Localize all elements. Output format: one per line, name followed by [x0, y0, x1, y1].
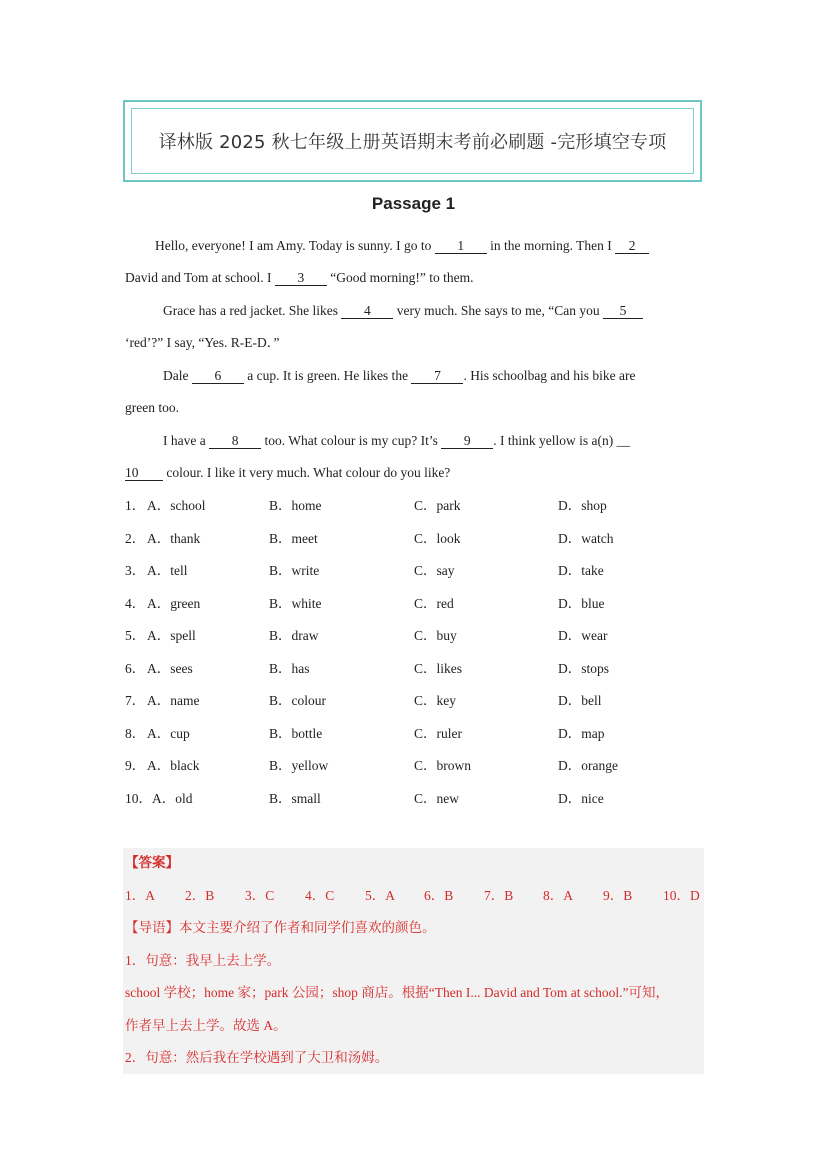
option-a: A．cup [147, 725, 190, 741]
paragraph-3-line-2: green too. [125, 400, 179, 415]
option-c: C．brown [414, 758, 471, 773]
answer-q1: 1．句意：我早上去上学。 [125, 953, 281, 968]
option-d: D．watch [558, 530, 614, 546]
blank-6: 6 [192, 368, 244, 384]
option-a: A．tell [147, 563, 188, 578]
question-row [125, 595, 705, 613]
answer-key: 7．B [484, 888, 514, 903]
blank-5: 5 [603, 303, 643, 319]
answer-key: 6．B [424, 888, 454, 903]
question-row [125, 627, 705, 645]
blank-9: 9 [441, 433, 493, 449]
answer-q1-explanation-1: school 学校；home 家；park 公园；shop 商店。根据“Then I... David and Tom at school.”可知， [125, 985, 669, 1000]
option-b: B．white [269, 595, 322, 611]
option-d: D．take [558, 563, 604, 578]
answer-key: 9．B [603, 888, 633, 903]
option-b: B．meet [269, 530, 318, 546]
option-a: A．sees [147, 660, 193, 676]
paragraph-1-line-1: Hello, everyone! I am Amy. Today is sunny. I go to 1 in the morning. Then I 2 [125, 237, 705, 255]
question-number: 6． [125, 660, 146, 676]
paragraph-1-line-2: David and Tom at school. I 3 “Good morning!” to them. [125, 270, 474, 285]
option-c: C．key [414, 693, 456, 708]
option-b: B．yellow [269, 758, 329, 773]
option-a: A．thank [147, 530, 201, 546]
option-a: A．black [147, 758, 200, 773]
option-a: A．spell [147, 628, 196, 643]
question-row [125, 692, 705, 710]
title-box [123, 100, 702, 182]
answer-intro: 【导语】本文主要介绍了作者和同学们喜欢的颜色。 [125, 920, 436, 935]
question-number: 8． [125, 725, 146, 741]
answer-key: 1．A [125, 888, 155, 903]
blank-1: 1 [435, 238, 487, 254]
option-c: C．new [414, 790, 459, 806]
paragraph-2-line-2: ‘red’?” I say, “Yes. R-E-D．” [125, 335, 280, 350]
option-a: A．school [147, 498, 206, 513]
option-d: D．wear [558, 628, 608, 643]
answer-keys [125, 887, 705, 905]
option-d: D．bell [558, 693, 602, 708]
document-title: 译林版 2025 秋七年级上册英语期末考前必刷题 -完形填空专项 [158, 132, 667, 153]
option-b: B．small [269, 790, 321, 806]
question-number: 3． [125, 563, 146, 578]
answer-key: 3．C [245, 888, 275, 903]
question-row [125, 530, 705, 548]
paragraph-2-line-1: Grace has a red jacket. She likes 4 very much. She says to me, “Can you 5 [125, 302, 705, 320]
paragraph-4-line-2: 10 colour. I like it very much. What colour do you like? [125, 465, 451, 480]
option-a: A．green [147, 595, 201, 611]
option-c: C．look [414, 530, 461, 546]
option-b: B．write [269, 563, 320, 578]
blank-7: 7 [411, 368, 463, 384]
answer-key: 10．D [663, 888, 700, 903]
blank-8: 8 [209, 433, 261, 449]
question-number: 1． [125, 498, 146, 513]
question-row [125, 660, 705, 678]
answer-heading: 【答案】 [125, 855, 179, 870]
question-number: 9． [125, 758, 146, 773]
answer-key: 8．A [543, 888, 573, 903]
question-row [125, 790, 705, 808]
answer-key: 4．C [305, 888, 335, 903]
option-d: D．orange [558, 758, 618, 773]
option-b: B．has [269, 660, 310, 676]
answer-q1-explanation-2: 作者早上去上学。故选 A。 [125, 1018, 287, 1033]
option-b: B．home [269, 498, 322, 513]
option-c: C．buy [414, 628, 457, 643]
answer-q2: 2．句意：然后我在学校遇到了大卫和汤姆。 [125, 1050, 389, 1065]
option-c: C．say [414, 563, 455, 578]
passage-title: Passage 1 [371, 194, 456, 213]
question-number: 7． [125, 693, 146, 708]
paragraph-3-line-1: Dale 6 a cup. It is green. He likes the 7 . His schoolbag and his bike are [163, 368, 636, 383]
question-number: 10． [125, 790, 152, 806]
option-a: A．name [147, 693, 200, 708]
option-b: B．bottle [269, 725, 323, 741]
question-number: 4． [125, 595, 146, 611]
question-number: 5． [125, 628, 146, 643]
question-row [125, 757, 705, 775]
question-row [125, 725, 705, 743]
blank-10: 10 [125, 465, 163, 481]
option-d: D．stops [558, 660, 610, 676]
option-d: D．nice [558, 790, 604, 806]
answer-key: 2．B [185, 888, 215, 903]
option-b: B．draw [269, 628, 319, 643]
option-d: D．map [558, 725, 605, 741]
option-b: B．colour [269, 693, 326, 708]
blank-4: 4 [341, 303, 393, 319]
title-inner-border [131, 108, 694, 174]
option-d: D．shop [558, 498, 607, 513]
option-c: C．park [414, 498, 461, 513]
option-a: A．old [152, 790, 193, 806]
blank-3: 3 [275, 270, 327, 286]
option-c: C．likes [414, 660, 463, 676]
question-row [125, 497, 705, 515]
option-d: D．blue [558, 595, 605, 611]
answer-key: 5．A [365, 888, 395, 903]
question-number: 2． [125, 530, 146, 546]
option-c: C．ruler [414, 725, 462, 741]
question-row [125, 562, 705, 580]
paragraph-4-line-1: I have a 8 too. What colour is my cup? It’s 9 . I think yellow is a(n) __ [163, 433, 631, 448]
blank-2: 2 [615, 238, 649, 254]
option-c: C．red [414, 595, 454, 611]
